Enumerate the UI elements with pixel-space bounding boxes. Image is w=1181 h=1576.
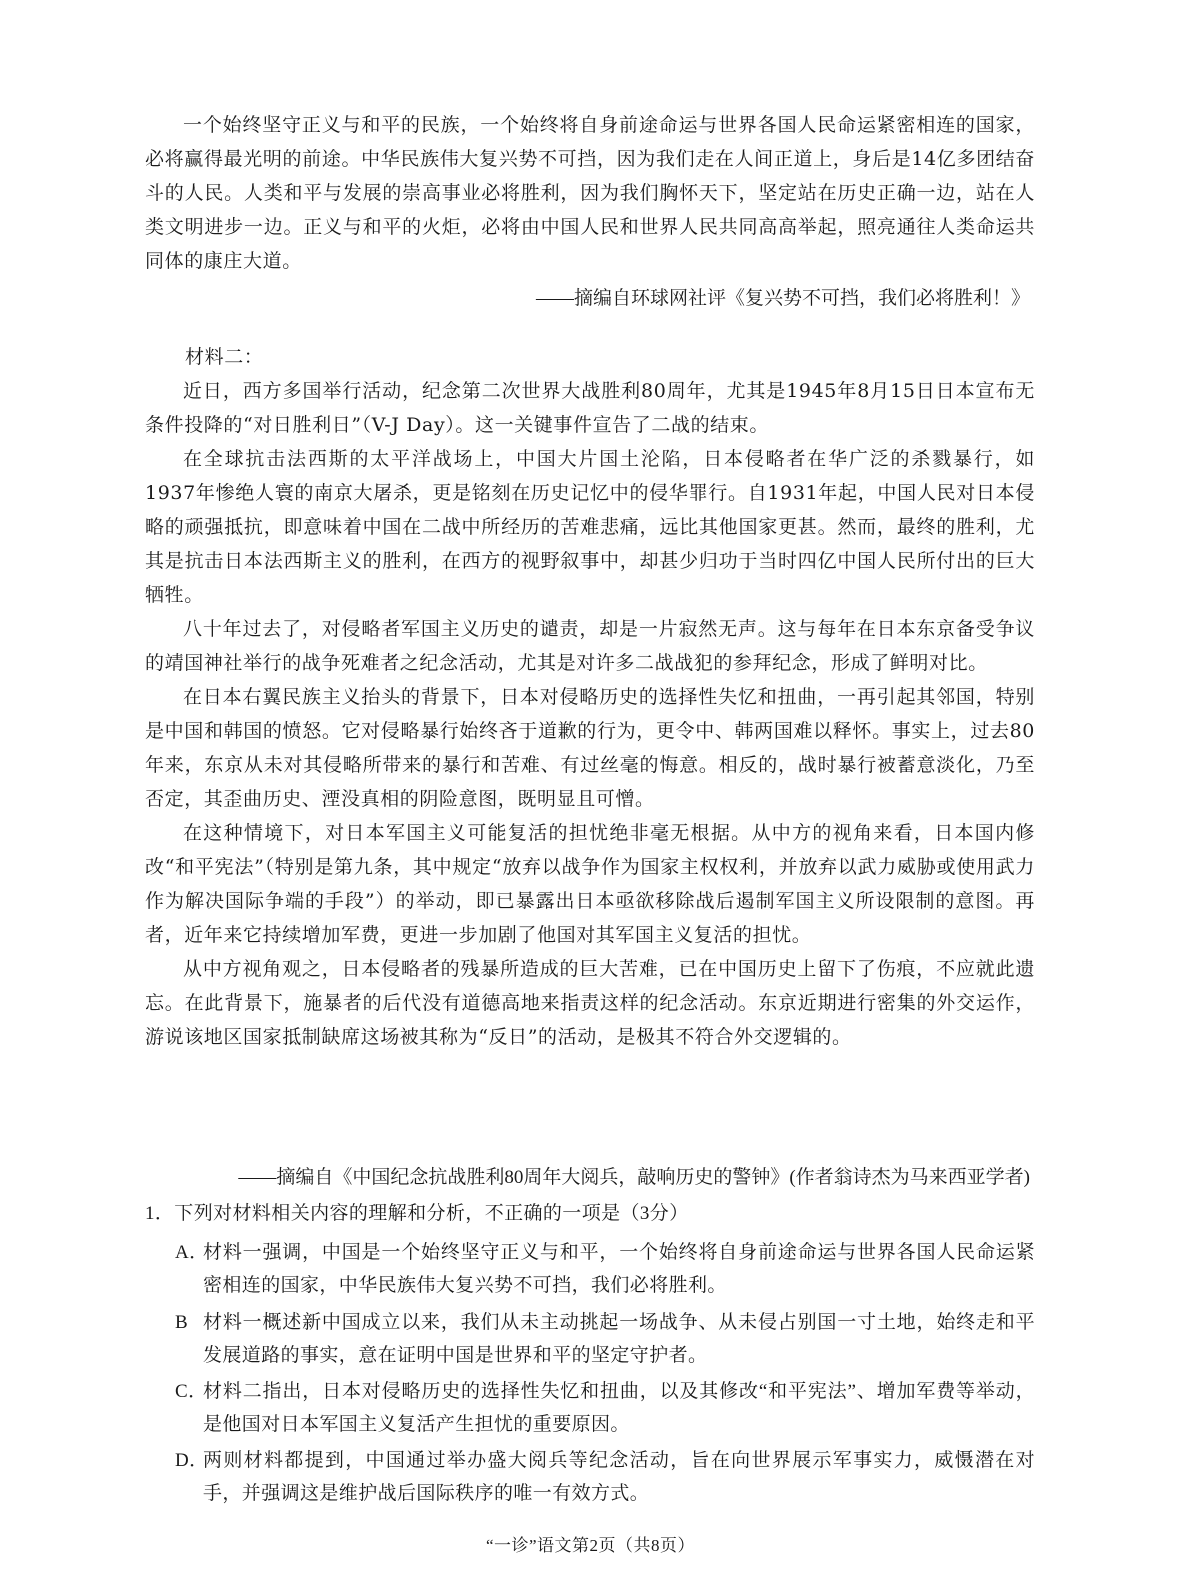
option-b	[175, 1306, 1035, 1372]
material-one-tail	[145, 108, 1035, 278]
option-letter: D．	[175, 1450, 209, 1471]
page-footer: “一诊”语文第2页（共8页）	[485, 1536, 696, 1555]
option-c	[175, 1375, 1035, 1441]
option-text: 材料二指出，日本对侵略历史的选择性失忆和扭曲，以及其修改“和平宪法”、增加军费等举动，是他国对日本军国主义复活产生担忧的重要原因。	[203, 1381, 1035, 1435]
material-one-source: ——摘编自环球网社评《复兴势不可挡，我们必将胜利！》	[535, 288, 1030, 309]
question-stem: 1．下列对材料相关内容的理解和分析，不正确的一项是（3分）	[145, 1203, 689, 1224]
material-one-paragraph: 一个始终坚守正义与和平的民族，一个始终将自身前途命运与世界各国人民命运紧密相连的国家，必将赢得最光明的前途。中华民族伟大复兴势不可挡，因为我们走在人间正道上，身后是14亿多团结奋斗的人民。人类和平与发展的崇高事业必将胜利，因为我们胸怀天下，坚定站在历史正确一边，站在人类文明进步一边。正义与和平的火炬，必将由中国人民和世界人民共同高高举起，照亮通往人类命运共同体的康庄大道。	[145, 114, 1035, 272]
material-two-source: ——摘编自《中国纪念抗战胜利80周年大阅兵，敲响历史的警钟》(作者翁诗杰为马来西亚学者)	[238, 1167, 1030, 1188]
option-letter: A．	[175, 1242, 209, 1263]
option-text: 材料一强调，中国是一个始终坚守正义与和平，一个始终将自身前途命运与世界各国人民命运紧密相连的国家，中华民族伟大复兴势不可挡，我们必将胜利。	[203, 1242, 1035, 1296]
material-two-paragraph: 在日本右翼民族主义抬头的背景下，日本对侵略历史的选择性失忆和扭曲，一再引起其邻国，特别是中国和韩国的愤怒。它对侵略暴行始终吝于道歉的行为，更令中、韩两国难以释怀。事实上，过去80年来，东京从未对其侵略所带来的暴行和苦难、有过丝毫的悔意。相反的，战时暴行被蓄意淡化，乃至否定，其歪曲历史、湮没真相的阴险意图，既明显且可憎。	[145, 686, 1035, 810]
material-two-paragraph: 八十年过去了，对侵略者军国主义历史的谴责，却是一片寂然无声。这与每年在日本东京备受争议的靖国神社举行的战争死难者之纪念活动，尤其是对许多二战战犯的参拜纪念，形成了鲜明对比。	[145, 618, 1035, 674]
option-d	[175, 1444, 1035, 1510]
option-letter: B	[175, 1312, 189, 1333]
option-a	[175, 1236, 1035, 1302]
option-text: 两则材料都提到，中国通过举办盛大阅兵等纪念活动，旨在向世界展示军事实力，威慑潜在对手，并强调这是维护战后国际秩序的唯一有效方式。	[203, 1450, 1035, 1504]
option-text: 材料一概述新中国成立以来，我们从未主动挑起一场战争、从未侵占别国一寸土地，始终走和平发展道路的事实，意在证明中国是世界和平的坚定守护者。	[203, 1312, 1035, 1366]
material-two-paragraph: 从中方视角观之，日本侵略者的残暴所造成的巨大苦难，已在中国历史上留下了伤痕，不应就此遗忘。在此背景下，施暴者的后代没有道德高地来指责这样的纪念活动。东京近期进行密集的外交运作，游说该地区国家抵制缺席这场被其称为“反日”的活动，是极其不符合外交逻辑的。	[145, 958, 1035, 1048]
option-letter: C．	[175, 1381, 208, 1402]
material-two-paragraph: 在这种情境下，对日本军国主义可能复活的担忧绝非毫无根据。从中方的视角来看，日本国内修改“和平宪法”（特别是第九条，其中规定“放弃以战争作为国家主权权利，并放弃以武力威胁或使用武力作为解决国际争端的手段”）的举动，即已暴露出日本亟欲移除战后遏制军国主义所设限制的意图。再者，近年来它持续增加军费，更进一步加剧了他国对其军国主义复活的担忧。	[145, 822, 1035, 946]
material-two-heading: 材料二：	[185, 346, 264, 368]
material-two-paragraph: 在全球抗击法西斯的太平洋战场上，中国大片国土沦陷，日本侵略者在华广泛的杀戮暴行，如1937年惨绝人寰的南京大屠杀，更是铭刻在历史记忆中的侵华罪行。自1931年起，中国人民对日本侵略的顽强抵抗，即意味着中国在二战中所经历的苦难悲痛，远比其他国家更甚。然而，最终的胜利，尤其是抗击日本法西斯主义的胜利，在西方的视野叙事中，却甚少归功于当时四亿中国人民所付出的巨大牺牲。	[145, 448, 1035, 606]
material-two-body	[145, 374, 1035, 1054]
material-two-paragraph: 近日，西方多国举行活动，纪念第二次世界大战胜利80周年，尤其是1945年8月15日日本宣布无条件投降的“对日胜利日”（V-J Day）。这一关键事件宣告了二战的结束。	[145, 380, 1035, 436]
